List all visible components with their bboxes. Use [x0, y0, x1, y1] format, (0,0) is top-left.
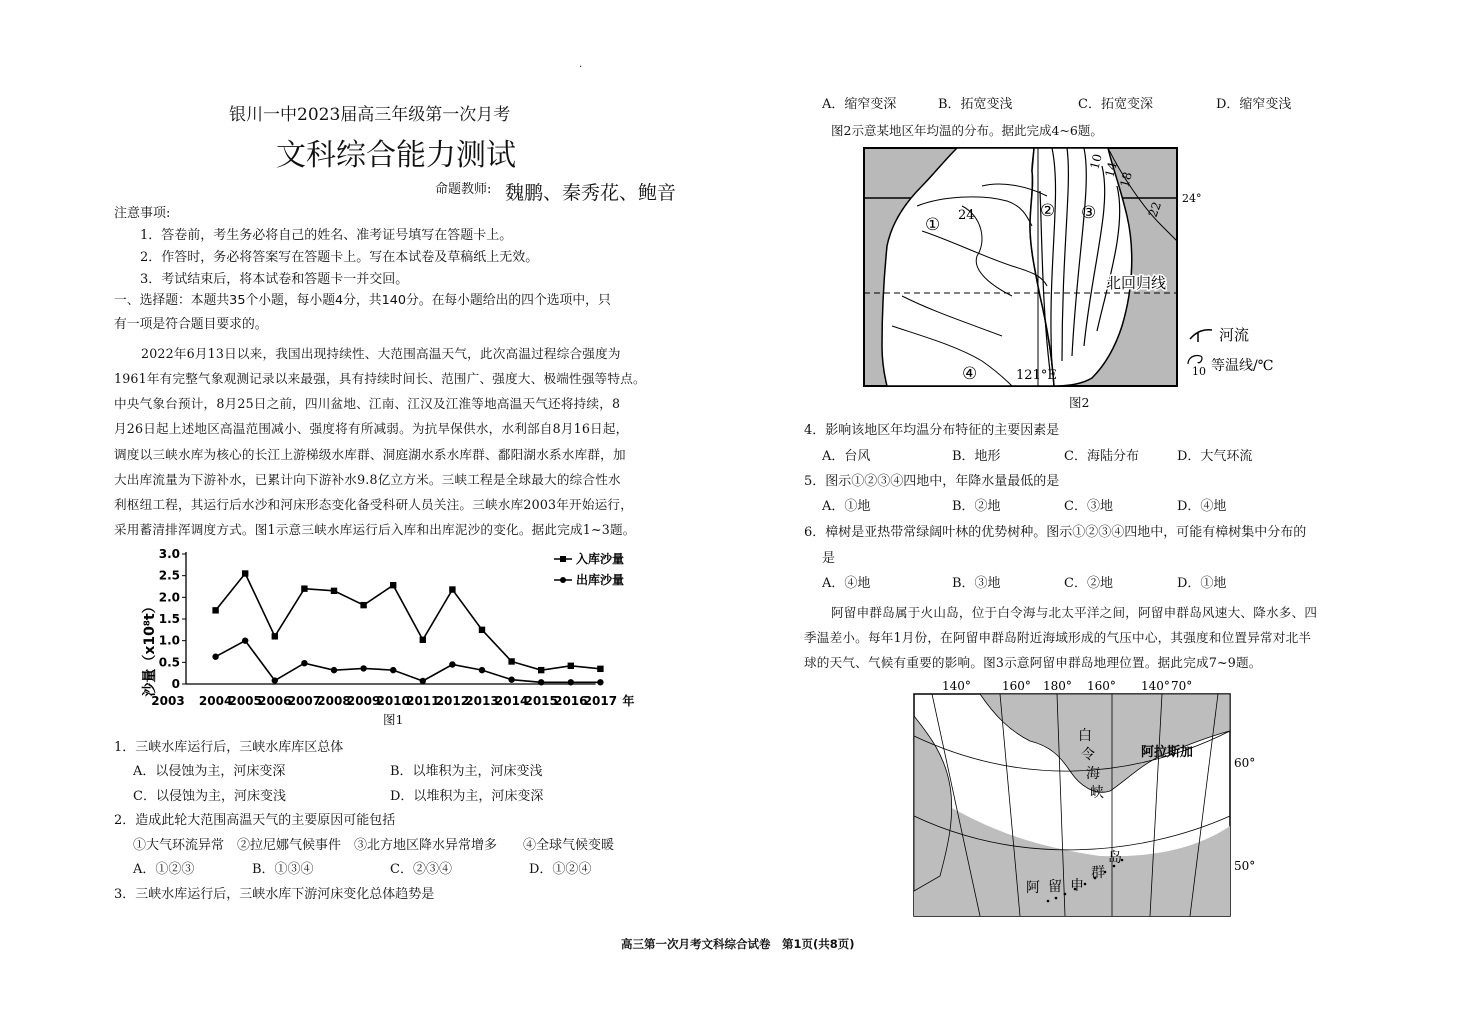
q5-option-c: C．③地 — [1064, 499, 1113, 514]
q4-option-b: B．地形 — [952, 449, 1001, 464]
q4-option-a: A．台风 — [822, 449, 871, 464]
location-2: ② — [1040, 201, 1056, 221]
data-point-outflow — [331, 667, 337, 673]
iso-label-22: 22 — [1145, 199, 1165, 220]
aleutian-label: 群 — [1091, 865, 1105, 881]
label-24-degree: 24° — [1182, 192, 1202, 205]
data-point-inflow — [301, 585, 307, 591]
y-tick-label: 0.5 — [158, 655, 180, 670]
data-point-outflow — [420, 678, 426, 684]
x-tick-label: 2004 — [198, 694, 233, 708]
q3-option-a: A．缩窄变深 — [822, 97, 897, 112]
x-tick-label: 2009 — [346, 694, 381, 708]
data-point-inflow — [242, 570, 248, 576]
q4-option-d: D．大气环流 — [1177, 449, 1253, 464]
data-point-outflow — [390, 667, 396, 673]
isotherm-icon — [1188, 356, 1202, 364]
bering-strait-label: 海 — [1086, 766, 1100, 782]
notice-item: 2．作答时，务必将答案写在答题卡上。写在本试卷及草稿纸上无效。 — [140, 250, 539, 265]
iso-label-18: 18 — [1117, 170, 1135, 189]
q3-option-d: D．缩窄变浅 — [1216, 97, 1292, 112]
passage1-line: 调度以三峡水库为核心的长江上游梯级水库群、洞庭湖水系水库群、鄱阳湖水系水库群，加 — [114, 447, 626, 462]
q4-stem: 4．影响该地区年均温分布特征的主要因素是 — [804, 423, 1060, 438]
notice-heading: 注意事项: — [114, 206, 171, 221]
bering-strait-label: 峡 — [1090, 785, 1104, 801]
school-line: 银川一中2023届高三年级第一次月考 — [229, 105, 511, 125]
aleutian-label: 阿 — [1026, 880, 1040, 896]
bering-strait-label: 白 — [1078, 728, 1092, 744]
passage1-line: 1961年有完整气象观测记录以来最强，具有持续时间长、范围广、强度大、极端性强等特点。 — [114, 371, 646, 386]
legend-isotherm: 等温线/℃ — [1211, 358, 1274, 374]
x-tick-label: 2007 — [287, 694, 322, 708]
q5-option-b: B．②地 — [952, 499, 1001, 514]
lat-label: 60° — [1234, 756, 1256, 770]
q2-option-b: B．①③④ — [252, 862, 314, 877]
notice-item: 1．答卷前，考生务必将自己的姓名、准考证号填写在答题卡上。 — [140, 228, 513, 243]
q2-option-a: A．①②③ — [133, 862, 195, 877]
aleutian-label: 留 — [1048, 879, 1062, 895]
data-point-outflow — [301, 660, 307, 666]
q5-option-a: A．①地 — [822, 499, 871, 514]
x-tick-label: 2017 — [583, 694, 618, 708]
passage1-line: 2022年6月13日以来，我国出现持续性、大范围高温天气，此次高温过程综合强度为 — [141, 346, 621, 361]
data-point-inflow — [212, 607, 218, 613]
q6-option-a: A．④地 — [822, 576, 871, 591]
q5-option-d: D．④地 — [1177, 499, 1227, 514]
x-tick-label: 2005 — [228, 694, 262, 708]
aleutian-label: 申 — [1070, 878, 1084, 894]
lon-label: 160° — [1002, 679, 1031, 693]
q3-option-c: C．拓宽变深 — [1078, 97, 1153, 112]
iso-label-14: 14 — [1102, 160, 1120, 179]
data-point-inflow — [568, 663, 574, 669]
location-1: ① — [925, 215, 941, 235]
page-title: 文科综合能力测试 — [276, 138, 516, 173]
data-point-outflow — [568, 679, 574, 685]
x-tick-label: 2014 — [494, 694, 529, 708]
x-tick-label: 2012 — [435, 694, 470, 708]
legend-river: 河流 — [1219, 326, 1250, 344]
section-heading-cont: 有一项是符合题目要求的。 — [114, 317, 268, 332]
data-point-inflow — [331, 588, 337, 594]
passage1-line: 利枢纽工程，其运行后水沙和河床形态变化备受科研人员关注。三峡水库2003年开始运行， — [114, 497, 634, 512]
data-point-outflow — [212, 654, 218, 660]
location-3: ③ — [1081, 203, 1097, 223]
data-point-inflow — [479, 627, 485, 633]
data-point-inflow — [508, 658, 514, 664]
meridian-label: 121°E — [1016, 368, 1057, 383]
legend-label: 出库沙量 — [576, 573, 625, 587]
data-point-inflow — [597, 666, 603, 672]
aleutian-map — [900, 676, 1270, 920]
q5-stem: 5．图示①②③④四地中，年降水量最低的是 — [804, 474, 1060, 489]
q6-option-d: D．①地 — [1177, 576, 1227, 591]
y-tick-label: 2.0 — [158, 590, 180, 605]
q3-option-b: B．拓宽变浅 — [938, 97, 1013, 112]
isotherm-map — [862, 146, 1312, 388]
data-point-inflow — [420, 637, 426, 643]
series-line-outflow — [216, 641, 601, 683]
data-point-outflow — [242, 637, 248, 643]
figure1-caption: 图1 — [383, 712, 404, 727]
series-line-inflow — [216, 574, 601, 671]
data-point-inflow — [538, 667, 544, 673]
q1-option-c: C．以侵蚀为主，河床变浅 — [133, 789, 286, 804]
passage3-line: 阿留申群岛属于火山岛，位于白令海与北太平洋之间，阿留申群岛风速大、降水多、四 — [831, 605, 1318, 620]
passage1-line: 中央气象台预计，8月25日之前，四川盆地、江南、江汉及江淮等地高温天气还将持续，8 — [114, 396, 621, 411]
x-tick-label: 2016 — [554, 694, 588, 708]
q1-stem: 1．三峡水库运行后，三峡水库库区总体 — [114, 740, 344, 755]
sediment-line-chart — [130, 544, 670, 734]
passage1-line: 大出库流量为下游补水，已累计向下游补水9.8亿立方米。三峡工程是全球最大的综合性水 — [114, 472, 621, 487]
q6-stem-cont: 是 — [822, 551, 836, 566]
teachers-names: 魏鹏、秦秀花、鲍音 — [505, 182, 677, 204]
q1-option-a: A．以侵蚀为主，河床变深 — [133, 764, 286, 779]
figure2-caption: 图2 — [1069, 395, 1090, 410]
y-tick-label: 3.0 — [158, 547, 180, 561]
lon-label: 140° — [942, 679, 971, 693]
passage1-line: 采用蓄清排浑调度方式。图1示意三峡水库运行后入库和出库泥沙的变化。据此完成1~3题。 — [114, 522, 636, 537]
location-4: ④ — [962, 364, 978, 384]
iso-label-24: 24 — [958, 208, 975, 223]
legend-label: 入库沙量 — [576, 552, 625, 566]
lon-label: 70° — [1171, 679, 1193, 693]
y-axis-label: 沙量（x10⁸t） — [142, 599, 158, 697]
lon-label: 180° — [1043, 679, 1072, 693]
q6-option-b: B．③地 — [952, 576, 1001, 591]
x-tick-label: 2013 — [465, 694, 499, 708]
q2-stem: 2．造成此轮大范围高温天气的主要原因可能包括 — [114, 813, 396, 828]
data-point-outflow — [479, 667, 485, 673]
tropic-label: 北回归线 — [1106, 274, 1167, 292]
y-tick-label: 1.5 — [158, 612, 180, 626]
alaska-label: 阿拉斯加 — [1141, 745, 1194, 760]
data-point-outflow — [360, 665, 366, 671]
lat-label: 50° — [1234, 859, 1256, 873]
y-tick-label: 1.0 — [158, 633, 180, 648]
legend-marker-square — [560, 556, 566, 562]
x-tick-label: 2010 — [376, 694, 410, 708]
data-point-outflow — [538, 679, 544, 685]
passage3-line: 季温差小。每年1月份，在阿留申群岛附近海域形成的气压中心，其强度和位置异常对北半 — [804, 630, 1312, 645]
x-tick-label: 2006 — [258, 694, 292, 708]
q2-option-d: D．①②④ — [529, 862, 592, 877]
data-point-inflow — [449, 586, 455, 592]
passage3-line: 球的天气、气候有重要的影响。图3示意阿留申群岛地理位置。据此完成7~9题。 — [804, 655, 1262, 670]
x-axis-unit: 年 — [622, 694, 635, 708]
river-icon — [1190, 330, 1212, 342]
q2-factors: ①大气环流异常 ②拉尼娜气候事件 ③北方地区降水异常增多 ④全球气候变暖 — [133, 838, 615, 853]
page-footer: 高三第一次月考文科综合试卷 第1页(共8页) — [621, 937, 855, 951]
q4-option-c: C．海陆分布 — [1064, 449, 1139, 464]
aleutian-label: 岛 — [1108, 850, 1122, 866]
legend-iso-num: 10 — [1192, 365, 1206, 378]
data-point-inflow — [360, 602, 366, 608]
y-tick-label: 2.5 — [158, 568, 180, 583]
x-tick-label: 2011 — [406, 694, 440, 708]
q3-stem: 3．三峡水库运行后，三峡水库下游河床变化总体趋势是 — [114, 887, 435, 902]
data-point-outflow — [508, 676, 514, 682]
teachers-label: 命题教师: — [435, 182, 492, 197]
data-point-outflow — [597, 679, 603, 685]
q1-option-d: D．以堆积为主，河床变深 — [390, 789, 544, 804]
y-tick-label: 0 — [171, 677, 180, 691]
q6-option-c: C．②地 — [1064, 576, 1113, 591]
lon-label: 140° — [1141, 679, 1170, 693]
iso-label-10: 10 — [1087, 152, 1105, 171]
q6-stem: 6．樟树是亚热带常绿阔叶林的优势树种。图示①②③④四地中，可能有樟树集中分布的 — [804, 525, 1307, 540]
x-tick-label: 2003 — [151, 694, 185, 708]
passage1-line: 月26日起上述地区高温范围减小、强度将有所减弱。为抗旱保供水，水利部自8月16日起， — [114, 421, 629, 436]
q1-option-b: B．以堆积为主，河床变浅 — [390, 764, 543, 779]
notice-item: 3．考试结束后，将本试卷和答题卡一并交回。 — [140, 272, 409, 287]
data-point-inflow — [390, 582, 396, 588]
data-point-inflow — [272, 633, 278, 639]
lon-label: 160° — [1087, 679, 1116, 693]
data-point-outflow — [272, 677, 278, 683]
section-heading: 一、选择题：本题共35个小题，每小题4分，共140分。在每小题给出的四个选项中，只 — [114, 293, 611, 308]
data-point-outflow — [449, 661, 455, 667]
bering-strait-label: 令 — [1081, 747, 1095, 763]
x-tick-label: 2015 — [524, 694, 558, 708]
q2-option-c: C．②③④ — [390, 862, 452, 877]
legend-marker-circle — [560, 577, 566, 583]
x-tick-label: 2008 — [317, 694, 351, 708]
top-dot: . — [579, 59, 583, 70]
figure2-intro: 图2示意某地区年均温的分布。据此完成4~6题。 — [831, 123, 1103, 138]
